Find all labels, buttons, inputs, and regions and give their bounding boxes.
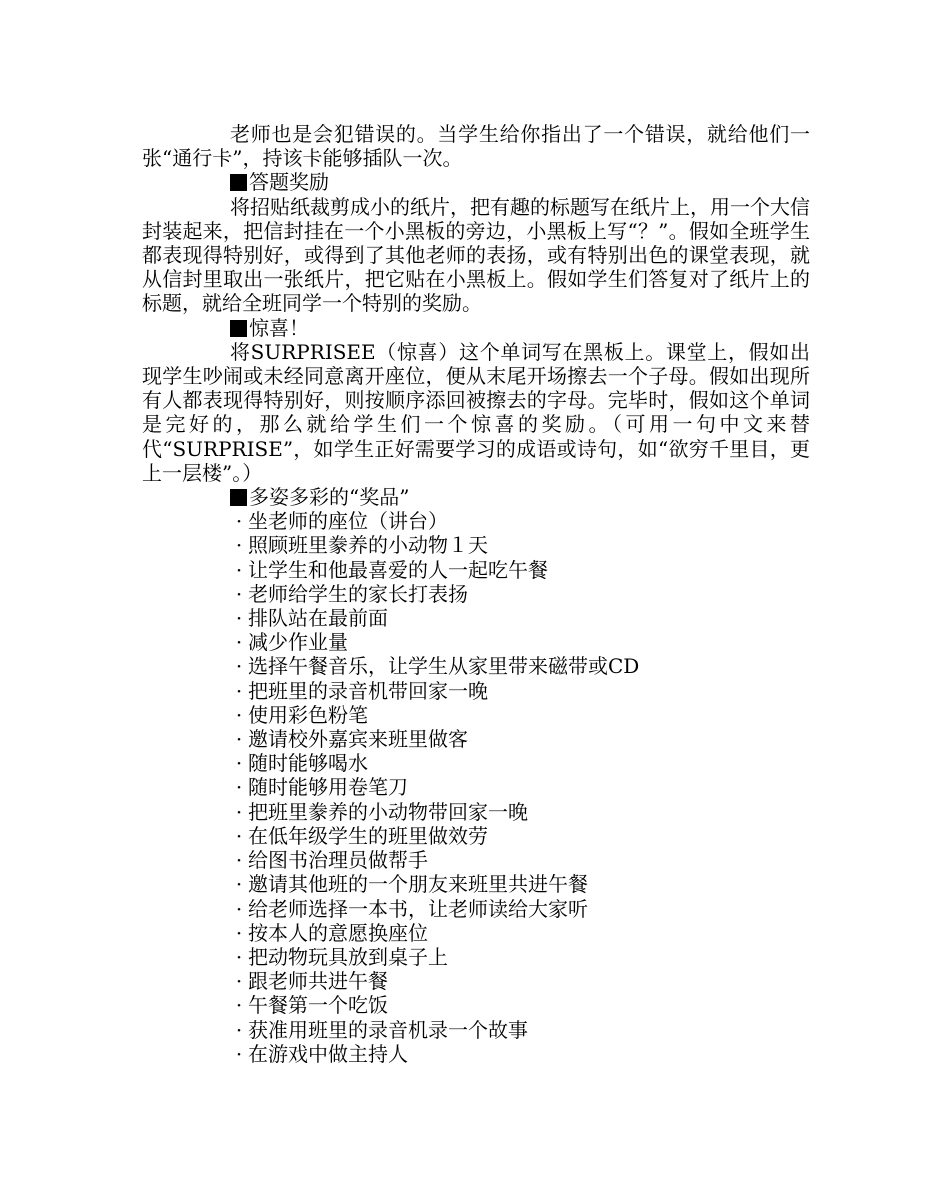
list-item [230, 509, 810, 533]
section-heading-surprise [142, 316, 810, 340]
list-item-text: 把班里豢养的小动物带回家一晚 [248, 799, 528, 824]
paragraph-answer-reward: 将招贴纸裁剪成小的纸片，把有趣的标题写在纸片上，用一个大信封装起来，把信封挂在一个小黑板的旁边，小黑板上写“？”。假如全班学生都表现得特别好，或得到了其他老师的表扬，或有特别出色的课堂表现，就从信封里取出一张纸片，把它贴在小黑板上。假如学生们答复对了纸片上的标题，就给全班同学一个特别的奖励。 [142, 194, 810, 316]
list-item [230, 630, 810, 654]
list-item-text: 让学生和他最喜爱的人一起吃午餐 [248, 557, 548, 582]
list-item [230, 679, 810, 703]
list-item-text: 把班里的录音机带回家一晚 [248, 678, 488, 703]
list-item [230, 897, 810, 921]
section-heading-text: 答题奖励 [249, 170, 329, 195]
list-item-text: 把动物玩具放到桌子上 [248, 944, 448, 969]
list-item-text: 照顾班里豢养的小动物１天 [248, 533, 488, 558]
bullet-dot-icon: · [235, 727, 243, 752]
list-item [230, 945, 810, 969]
list-item [230, 1042, 810, 1066]
list-item-text: 使用彩色粉笔 [248, 702, 368, 727]
list-item [230, 848, 810, 872]
list-item-text: 给图书治理员做帮手 [248, 848, 428, 873]
list-item [230, 558, 810, 582]
list-item [230, 727, 810, 751]
list-item-text: 减少作业量 [248, 630, 348, 655]
bullet-dot-icon: · [235, 654, 243, 679]
list-item-text: 随时能够喝水 [248, 751, 368, 776]
list-item [230, 582, 810, 606]
list-item [230, 824, 810, 848]
paragraph-teacher-mistakes: 老师也是会犯错误的。当学生给你指出了一个错误，就给他们一张“通行卡”，持该卡能够插队一次。 [142, 122, 810, 171]
bullet-dot-icon: · [235, 751, 243, 776]
list-item [230, 606, 810, 630]
bullet-dot-icon: · [235, 848, 243, 873]
bullet-dot-icon: · [235, 872, 243, 897]
bullet-dot-icon: · [235, 557, 243, 582]
section-heading-text: 惊喜！ [249, 315, 309, 340]
list-item-text: 跟老师共进午餐 [248, 969, 388, 994]
list-item-text: 邀请其他班的一个朋友来班里共进午餐 [248, 872, 588, 897]
list-item-text: 坐老师的座位（讲台） [248, 509, 448, 534]
section-heading-text: 多姿多彩的“奖品” [249, 485, 410, 510]
square-bullet-icon [230, 489, 247, 506]
list-item-text: 随时能够用卷笔刀 [248, 775, 408, 800]
bullet-dot-icon: · [235, 702, 243, 727]
list-item [230, 800, 810, 824]
prize-list [142, 509, 810, 1066]
list-item [230, 872, 810, 896]
bullet-dot-icon: · [235, 533, 243, 558]
list-item [230, 533, 810, 557]
list-item-text: 获准用班里的录音机录一个故事 [248, 1017, 528, 1042]
list-item-text: 在低年级学生的班里做效劳 [248, 823, 488, 848]
list-item-text: 排队站在最前面 [248, 606, 388, 631]
list-item [230, 775, 810, 799]
bullet-dot-icon: · [235, 1041, 243, 1066]
section-heading-prizes [142, 485, 810, 509]
bullet-dot-icon: · [235, 630, 243, 655]
list-item [230, 921, 810, 945]
paragraph-surprise: 将SURPRISEE（惊喜）这个单词写在黑板上。课堂上，假如出现学生吵闹或未经同意离开座位，便从末尾开场擦去一个子母。假如出现所有人都表现得特别好，则按顺序添回被擦去的字母。完毕时，假如这个单词是完好的，那么就给学生们一个惊喜的奖励。（可用一句中文来替代“SURPRISE”，如学生正好需要学习的成语或诗句，如“欲穷千里目，更上一层楼”。） [142, 339, 810, 485]
bullet-dot-icon: · [235, 678, 243, 703]
list-item [230, 703, 810, 727]
bullet-dot-icon: · [235, 775, 243, 800]
square-bullet-icon [230, 174, 247, 191]
bullet-dot-icon: · [235, 1017, 243, 1042]
list-item-text: 在游戏中做主持人 [248, 1041, 408, 1066]
list-item-text: 按本人的意愿换座位 [248, 920, 428, 945]
bullet-dot-icon: · [235, 509, 243, 534]
bullet-dot-icon: · [235, 993, 243, 1018]
bullet-dot-icon: · [235, 920, 243, 945]
bullet-dot-icon: · [235, 969, 243, 994]
section-heading-answer-reward [142, 170, 810, 194]
list-item [230, 654, 810, 678]
bullet-dot-icon: · [235, 606, 243, 631]
list-item [230, 993, 810, 1017]
bullet-dot-icon: · [235, 944, 243, 969]
list-item [230, 1018, 810, 1042]
list-item [230, 969, 810, 993]
square-bullet-icon [230, 320, 247, 337]
bullet-dot-icon: · [235, 581, 243, 606]
list-item-text: 给老师选择一本书，让老师读给大家听 [248, 896, 588, 921]
list-item-text: 选择午餐音乐，让学生从家里带来磁带或CD [248, 654, 640, 679]
list-item-text: 邀请校外嘉宾来班里做客 [248, 727, 468, 752]
bullet-dot-icon: · [235, 799, 243, 824]
document-page [142, 122, 810, 1066]
bullet-dot-icon: · [235, 896, 243, 921]
list-item-text: 老师给学生的家长打表扬 [248, 581, 468, 606]
list-item [230, 751, 810, 775]
bullet-dot-icon: · [235, 823, 243, 848]
list-item-text: 午餐第一个吃饭 [248, 993, 388, 1018]
